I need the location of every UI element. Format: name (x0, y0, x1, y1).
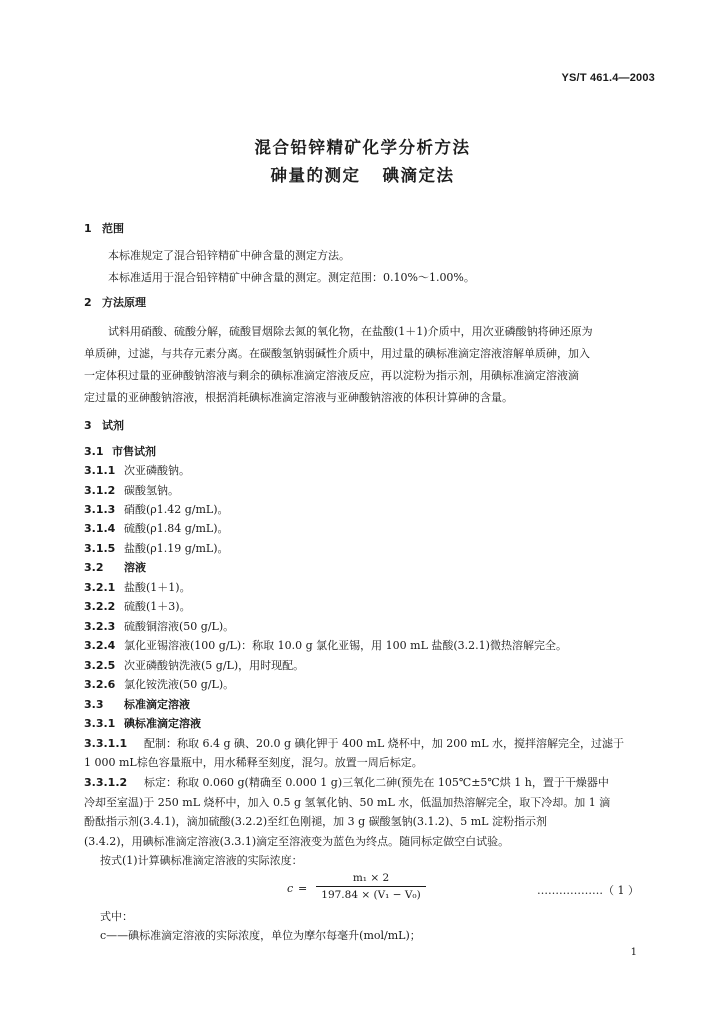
section-number: 1 (84, 222, 92, 235)
standard-number: YS/T 461.4—2003 (561, 72, 655, 84)
formula-denominator: 197.84 × (V₁ − V₀) (321, 889, 421, 901)
section-title: 试剂 (102, 419, 124, 432)
formula-equals: = (298, 882, 308, 895)
formula-tag: ………………（ 1 ） (537, 884, 639, 897)
document-title: 混合铅锌精矿化学分析方法 (254, 138, 471, 157)
section-title: 方法原理 (102, 296, 146, 309)
formula-lhs: c (287, 882, 294, 895)
fraction-bar (316, 886, 426, 887)
page-number: 1 (630, 947, 637, 958)
section-number: 2 (84, 296, 92, 309)
document-subtitle (0, 162, 725, 186)
formula-1 (0, 872, 725, 906)
section-number: 3 (84, 419, 92, 432)
formula-numerator: m₁ × 2 (352, 872, 390, 884)
section-title: 范围 (102, 222, 124, 235)
subtitle-part-2: 碘滴定法 (382, 166, 455, 185)
subtitle-part-1: 砷量的测定 (270, 166, 361, 185)
